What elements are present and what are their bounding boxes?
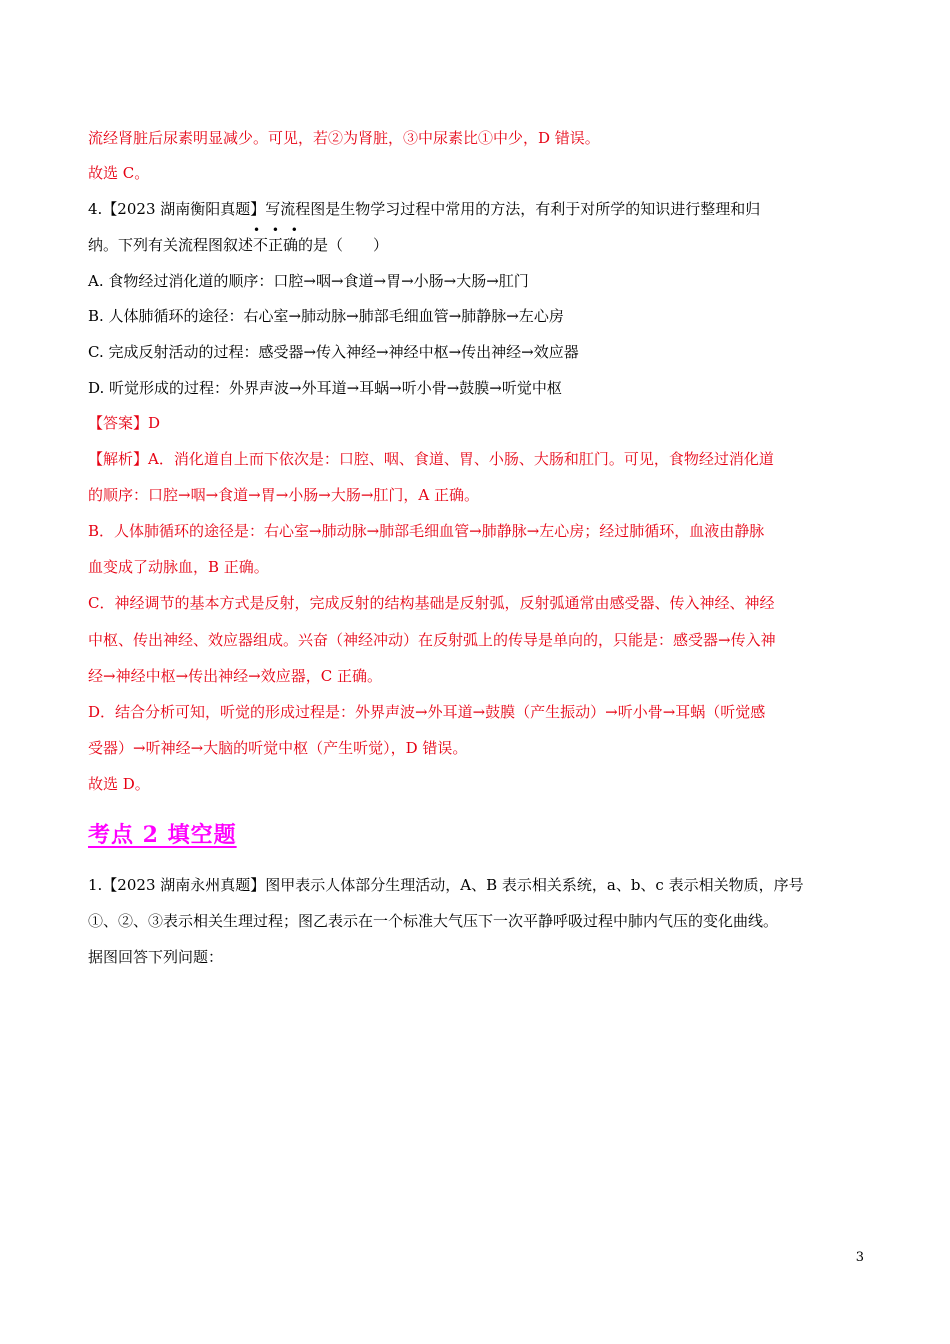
option-d: D. 听觉形成的过程：外界声波→外耳道→耳蜗→听小骨→鼓膜→听觉中枢 — [88, 379, 562, 397]
option-b: B. 人体肺循环的途径：右心室→肺动脉→肺部毛细血管→肺静脉→左心房 — [88, 307, 564, 325]
emphasis-dots: • • • — [253, 223, 302, 237]
emphasis-text — [253, 223, 302, 255]
analysis-line: 经→神经中枢→传出神经→效应器，C 正确。 — [88, 667, 382, 685]
analysis-line: B．人体肺循环的途径是：右心室→肺动脉→肺部毛细血管→肺静脉→左心房；经过肺循环，血液由静脉 — [88, 522, 765, 540]
analysis-continuation-line: 流经肾脏后尿素明显减少。可见，若②为肾脏，③中尿素比①中少，D 错误。 — [88, 129, 600, 147]
question-1-stem: 据图回答下列问题： — [88, 948, 224, 966]
question-1-stem: 1.【2023 湖南永州真题】图甲表示人体部分生理活动，A、B 表示相关系统，a、b、c 表示相关物质，序号 — [88, 876, 804, 894]
emphasis-word: 不正确 — [253, 236, 299, 254]
answer-line: 【答案】D — [88, 414, 161, 432]
question-4-stem-line2 — [88, 223, 389, 255]
analysis-line: D．结合分析可知，听觉的形成过程是：外界声波→外耳道→鼓膜（产生振动）→听小骨→耳蜗（听觉感 — [88, 703, 766, 721]
conclusion-line: 故选 C。 — [88, 164, 150, 182]
question-4-stem: 4.【2023 湖南衡阳真题】写流程图是生物学习过程中常用的方法，有利于对所学的知识进行整理和归 — [88, 200, 761, 218]
analysis-line: C．神经调节的基本方式是反射，完成反射的结构基础是反射弧，反射弧通常由感受器、传入神经、神经 — [88, 594, 775, 612]
question-1-stem: ①、②、③表示相关生理过程；图乙表示在一个标准大气压下一次平静呼吸过程中肺内气压的变化曲线。 — [88, 912, 779, 930]
analysis-conclusion: 故选 D。 — [88, 775, 150, 793]
analysis-line: 血变成了动脉血，B 正确。 — [88, 558, 269, 576]
page-number: 3 — [855, 1250, 864, 1265]
option-a: A. 食物经过消化道的顺序：口腔→咽→食道→胃→小肠→大肠→肛门 — [88, 272, 529, 290]
analysis-line: 中枢、传出神经、效应器组成。兴奋（神经冲动）在反射弧上的传导是单向的，只能是：感受器→传入神 — [88, 631, 776, 649]
analysis-line: 受器）→听神经→大脑的听觉中枢（产生听觉），D 错误。 — [88, 739, 468, 757]
stem-text-end: 的是（ ） — [298, 236, 389, 254]
section-heading: 考点 2 填空题 — [88, 822, 237, 848]
analysis-line: 的顺序：口腔→咽→食道→胃→小肠→大肠→肛门，A 正确。 — [88, 486, 480, 504]
stem-text: 纳。下列有关流程图叙述 — [88, 236, 254, 254]
analysis-line: 【解析】A．消化道自上而下依次是：口腔、咽、食道、胃、小肠、大肠和肛门。可见，食物经过消化道 — [88, 450, 774, 468]
option-c: C. 完成反射活动的过程：感受器→传入神经→神经中枢→传出神经→效应器 — [88, 343, 579, 361]
